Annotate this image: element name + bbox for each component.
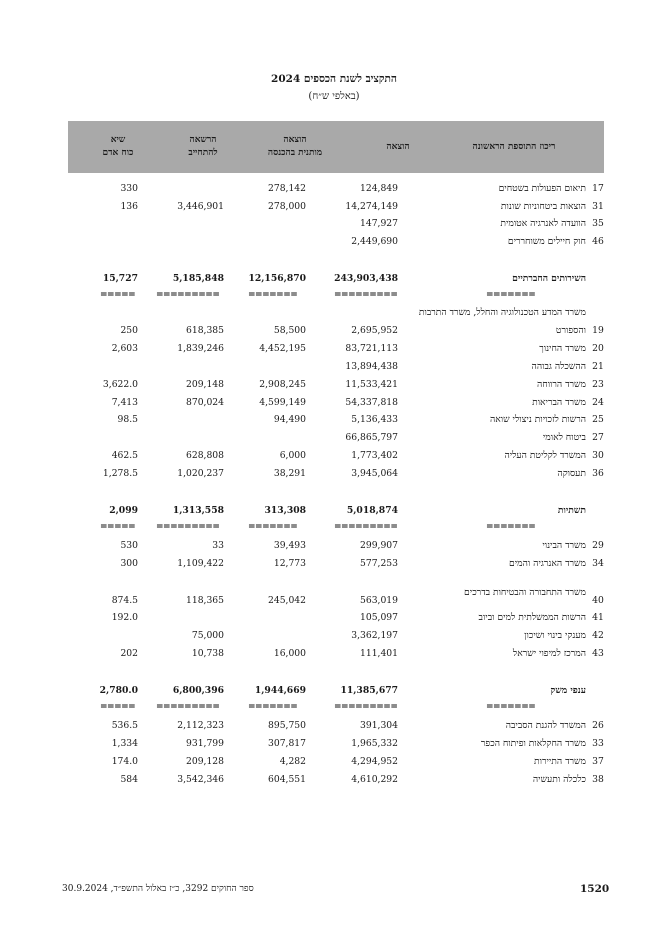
- row-name: מענקי בינוי ושיכון: [524, 630, 586, 641]
- cell-cond: 16,000: [273, 648, 306, 659]
- row-name: המשרד לקליטת העליה: [504, 450, 586, 461]
- cell-comm: 1,020,237: [177, 468, 224, 479]
- cell-staff: 174.0: [111, 756, 138, 767]
- cell-cond: 604,551: [268, 774, 306, 785]
- row-code: 33: [592, 738, 604, 749]
- cell-exp: 4,294,952: [351, 756, 398, 767]
- table-header: [68, 121, 604, 173]
- cell-staff: 7,413: [111, 397, 138, 408]
- page-number: 1520: [580, 883, 610, 895]
- cell-exp: 2,695,952: [351, 325, 398, 336]
- cell-staff: 2,603: [111, 343, 138, 354]
- cell-exp: 2,449,690: [351, 236, 398, 247]
- doc-title: התקציב לשנת הכספים 2024: [271, 73, 397, 85]
- row-name: משרד התיירות: [534, 756, 586, 767]
- cell-staff: 2,099: [109, 505, 138, 516]
- row-name: המרכז למיפוי ישראל: [512, 648, 586, 659]
- row-name: משרד הרווחה: [536, 379, 586, 390]
- cell-exp: 66,865,797: [345, 432, 398, 443]
- row-name: משרד הבינוי: [542, 540, 586, 551]
- cell-exp: 5,018,874: [346, 505, 398, 516]
- cell-exp: 83,721,113: [345, 343, 398, 354]
- cell-comm: 618,385: [186, 325, 224, 336]
- cell-staff: 250: [120, 325, 138, 336]
- cell-staff: 462.5: [111, 450, 138, 461]
- total-underline: =====: [100, 522, 136, 532]
- cell-cond: 94,490: [273, 414, 306, 425]
- cell-staff: 15,727: [102, 273, 138, 284]
- cell-exp: 299,907: [360, 540, 398, 551]
- cell-staff: 98.5: [117, 414, 138, 425]
- cell-staff: 1,334: [111, 738, 138, 749]
- row-code: 43: [592, 648, 604, 659]
- cell-cond: 12,773: [273, 558, 306, 569]
- row-name: משרד החקלאות ופיתוח הכפר: [480, 738, 586, 749]
- cell-exp: 1,965,332: [351, 738, 398, 749]
- row-code: 41: [592, 612, 604, 623]
- section-underline: =======: [486, 290, 536, 300]
- cell-cond: 1,944,669: [254, 685, 306, 696]
- cell-comm: 209,128: [186, 756, 224, 767]
- row-code: 23: [592, 379, 604, 390]
- row-code: 34: [592, 558, 604, 569]
- row-name: המשרד להגנת הסביבה: [505, 720, 586, 731]
- row-code: 29: [592, 540, 604, 551]
- cell-comm: 3,542,346: [177, 774, 224, 785]
- header-commitment: הרשאה להתחייב: [188, 135, 218, 158]
- row-code: 40: [592, 595, 604, 606]
- cell-cond: 4,599,149: [259, 397, 306, 408]
- cell-staff: 330: [120, 183, 138, 194]
- section-underline: =======: [486, 522, 536, 532]
- cell-cond: 38,291: [273, 468, 306, 479]
- cell-exp: 3,945,064: [351, 468, 398, 479]
- row-name: הרשות לזכויות ניצולי שואה: [489, 414, 586, 425]
- cell-cond: 245,042: [268, 595, 306, 606]
- cell-exp: 391,304: [360, 720, 398, 731]
- cell-staff: 3,622.0: [102, 379, 138, 390]
- cell-comm: 5,185,848: [172, 273, 224, 284]
- cell-cond: 2,908,245: [259, 379, 306, 390]
- cell-exp: 124,849: [360, 183, 398, 194]
- cell-cond: 58,500: [273, 325, 306, 336]
- cell-exp: 5,136,433: [351, 414, 398, 425]
- cell-cond: 4,452,195: [259, 343, 306, 354]
- row-code: 42: [592, 630, 604, 641]
- cell-comm: 6,800,396: [172, 685, 224, 696]
- cell-staff: 136: [120, 201, 138, 212]
- cell-exp: 243,903,438: [334, 273, 398, 284]
- row-name: הרשות הממשלתית למים וביוב: [478, 612, 586, 623]
- header-expense: הוצאה: [386, 142, 410, 152]
- total-underline: =========: [156, 522, 220, 532]
- row-name: כלכלה ותעשיה: [532, 774, 586, 785]
- cell-staff: 584: [120, 774, 138, 785]
- row-code: 19: [592, 325, 604, 336]
- cell-exp: 147,927: [360, 218, 398, 229]
- cell-comm: 628,808: [186, 450, 224, 461]
- row-code: 20: [592, 343, 604, 354]
- row-code: 24: [592, 397, 604, 408]
- cell-cond: 278,000: [268, 201, 306, 212]
- row-code: 30: [592, 450, 604, 461]
- cell-comm: 1,313,558: [172, 505, 224, 516]
- cell-comm: 209,148: [186, 379, 224, 390]
- cell-exp: 11,385,677: [340, 685, 398, 696]
- total-underline: =======: [248, 290, 298, 300]
- cell-cond: 278,142: [268, 183, 306, 194]
- row-name: משרד המדע הטכנולוגיה והחלל, משרד התרבות והספורט: [418, 307, 586, 336]
- section-title: ענפי משק: [550, 685, 586, 696]
- row-name: הוצאות ביטחוניות שונות: [500, 201, 586, 212]
- header-conditional: הוצאה מותנית בהכנסה: [267, 135, 323, 158]
- cell-cond: 39,493: [273, 540, 306, 551]
- row-code: 25: [592, 414, 604, 425]
- total-underline: =====: [100, 290, 136, 300]
- cell-comm: 10,738: [191, 648, 224, 659]
- footer-citation: ספר החוקים 3292, כ״ז באלול התשפ״ד, 30.9.2024: [62, 884, 254, 894]
- row-code: 35: [592, 218, 604, 229]
- row-code: 17: [592, 183, 604, 194]
- cell-staff: 2,780.0: [99, 685, 138, 696]
- row-name: משרד החינוך: [539, 343, 586, 354]
- section-title: השירותים החברתיים: [512, 273, 586, 284]
- section-title: תשתיות: [557, 505, 586, 516]
- row-name: משרד התחבורה והבטיחות בדרכים: [464, 587, 586, 598]
- cell-comm: 118,365: [186, 595, 224, 606]
- cell-comm: 75,000: [191, 630, 224, 641]
- cell-staff: 1,278.5: [102, 468, 138, 479]
- cell-comm: 1,109,422: [177, 558, 224, 569]
- cell-cond: 307,817: [268, 738, 306, 749]
- total-underline: =====: [100, 702, 136, 712]
- cell-exp: 13,894,438: [345, 361, 398, 372]
- row-name: חוק חיילים משוחררים: [507, 236, 586, 247]
- cell-exp: 11,533,421: [345, 379, 398, 390]
- cell-cond: 6,000: [279, 450, 306, 461]
- row-code: 46: [592, 236, 604, 247]
- row-name: ההשכלה גבוהה: [531, 361, 586, 372]
- cell-cond: 12,156,870: [248, 273, 306, 284]
- total-underline: =========: [156, 290, 220, 300]
- cell-exp: 3,362,197: [351, 630, 398, 641]
- cell-comm: 1,839,246: [177, 343, 224, 354]
- row-code: 36: [592, 468, 604, 479]
- total-underline: =======: [248, 522, 298, 532]
- cell-exp: 563,019: [360, 595, 398, 606]
- row-code: 26: [592, 720, 604, 731]
- cell-exp: 105,097: [360, 612, 398, 623]
- row-name: הוועדה לאנרגיה אטומית: [500, 218, 586, 229]
- cell-comm: 870,024: [186, 397, 224, 408]
- cell-exp: 577,253: [360, 558, 398, 569]
- cell-comm: 931,799: [186, 738, 224, 749]
- row-code: 31: [592, 201, 604, 212]
- cell-staff: 300: [120, 558, 138, 569]
- cell-comm: 3,446,901: [177, 201, 224, 212]
- row-code: 27: [592, 432, 604, 443]
- row-name: משרד האנרגיה והמים: [509, 558, 586, 569]
- total-underline: =========: [156, 702, 220, 712]
- row-code: 37: [592, 756, 604, 767]
- doc-subtitle: (באלפי ש״ח): [308, 91, 360, 102]
- row-code: 38: [592, 774, 604, 785]
- cell-exp: 4,610,292: [351, 774, 398, 785]
- row-name: תעסוקה: [557, 468, 586, 479]
- cell-exp: 14,274,149: [345, 201, 398, 212]
- cell-exp: 1,773,402: [351, 450, 398, 461]
- row-name: תיאום הפעולות בשטחים: [498, 183, 586, 194]
- cell-cond: 313,308: [264, 505, 306, 516]
- cell-exp: 111,401: [360, 648, 398, 659]
- row-name: משרד הבריאות: [532, 397, 586, 408]
- total-underline: =======: [248, 702, 298, 712]
- total-underline: =========: [334, 522, 398, 532]
- cell-comm: 33: [212, 540, 224, 551]
- section-underline: =======: [486, 702, 536, 712]
- cell-exp: 54,337,818: [345, 397, 398, 408]
- cell-staff: 192.0: [111, 612, 138, 623]
- total-underline: =========: [334, 702, 398, 712]
- cell-staff: 536.5: [111, 720, 138, 731]
- header-name: ריכוז התוספת הראשונה: [472, 142, 556, 152]
- cell-staff: 874.5: [111, 595, 138, 606]
- row-code: 21: [592, 361, 604, 372]
- cell-cond: 895,750: [268, 720, 306, 731]
- total-underline: =========: [334, 290, 398, 300]
- cell-staff: 530: [120, 540, 138, 551]
- cell-staff: 202: [120, 648, 138, 659]
- cell-comm: 2,112,323: [177, 720, 224, 731]
- cell-cond: 4,282: [279, 756, 306, 767]
- row-name: ביטוח לאומי: [542, 432, 586, 443]
- header-staff: שיא כוח אדם: [102, 135, 134, 158]
